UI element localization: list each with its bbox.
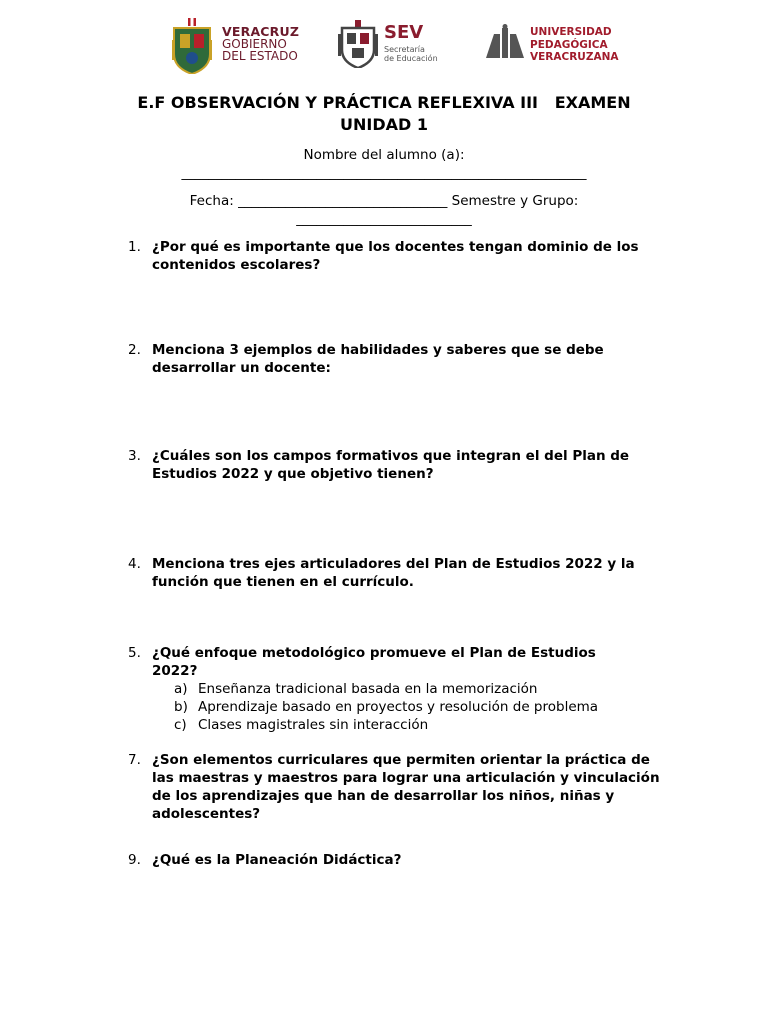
veracruz-logo-line1: VERACRUZ xyxy=(222,24,300,39)
question-9-number: 9. xyxy=(128,852,141,868)
sev-logo-sub2: de Educación xyxy=(384,54,438,63)
option-b-text: Aprendizaje basado en proyectos y resolución de problema xyxy=(198,699,599,715)
upv-logo-line2: PEDAGÓGICA xyxy=(530,38,608,51)
upv-logo-line1: UNIVERSIDAD xyxy=(530,26,612,38)
veracruz-logo-line3: DEL ESTADO xyxy=(222,49,298,63)
option-a-text: Enseñanza tradicional basada en la memorización xyxy=(198,681,538,697)
option-c[interactable] xyxy=(174,716,428,734)
question-9-text: ¿Qué es la Planeación Didáctica? xyxy=(152,852,402,868)
option-a[interactable] xyxy=(174,680,537,698)
veracruz-logo-line2: GOBIERNO xyxy=(222,37,287,51)
upv-logo xyxy=(484,22,619,68)
question-1-number: 1. xyxy=(128,239,141,255)
question-4-text: Menciona tres ejes articuladores del Plan de Estudios 2022 y la función que tienen en el currículo. xyxy=(152,556,635,590)
upv-logo-line3: VERACRUZANA xyxy=(530,51,619,63)
sev-logo xyxy=(338,18,448,72)
group-label: Semestre y Grupo: xyxy=(451,193,579,209)
option-b-letter: b) xyxy=(174,699,188,715)
date-group-row xyxy=(0,192,768,210)
question-5-number: 5. xyxy=(128,645,141,661)
upv-mark-icon xyxy=(484,24,526,64)
student-name-label: Nombre del alumno (a): xyxy=(303,147,465,163)
date-line[interactable]: _______________________________ xyxy=(238,193,448,209)
sev-shield-icon xyxy=(338,20,378,68)
option-c-text: Clases magistrales sin interacción xyxy=(198,717,429,733)
question-1-text: ¿Por qué es importante que los docentes tengan dominio de los contenidos escolares? xyxy=(152,239,639,273)
veracruz-government-logo xyxy=(168,14,300,76)
option-c-letter: c) xyxy=(174,717,187,733)
question-7-text: ¿Son elementos curriculares que permiten orientar la práctica de las maestras y maestros para lograr una articulación y vinculación de los aprendizajes que han de desarrollar los niños, niñas y adolescentes? xyxy=(152,752,660,822)
question-5-text: ¿Qué enfoque metodológico promueve el Plan de Estudios 2022? xyxy=(152,645,596,679)
group-line[interactable]: __________________________ xyxy=(296,211,472,227)
question-3-text: ¿Cuáles son los campos formativos que integran el del Plan de Estudios 2022 y que objetivo tienen? xyxy=(152,448,630,482)
question-4-number: 4. xyxy=(128,556,141,572)
question-2-number: 2. xyxy=(128,342,141,358)
option-b[interactable] xyxy=(174,698,598,716)
date-label: Fecha: xyxy=(189,193,234,209)
sev-logo-sub1: Secretaría xyxy=(384,45,425,54)
question-2-text: Menciona 3 ejemplos de habilidades y saberes que se debe desarrollar un docente: xyxy=(152,342,604,376)
question-7-number: 7. xyxy=(128,752,141,768)
option-a-letter: a) xyxy=(174,681,188,697)
sev-logo-name: SEV xyxy=(384,22,424,43)
veracruz-shield-icon xyxy=(170,18,214,74)
student-name-line[interactable]: ____________________________________________________________ xyxy=(181,165,587,181)
exam-title: E.F OBSERVACIÓN Y PRÁCTICA REFLEXIVA III EXAMEN UNIDAD 1 xyxy=(137,93,631,134)
question-3-number: 3. xyxy=(128,448,141,464)
